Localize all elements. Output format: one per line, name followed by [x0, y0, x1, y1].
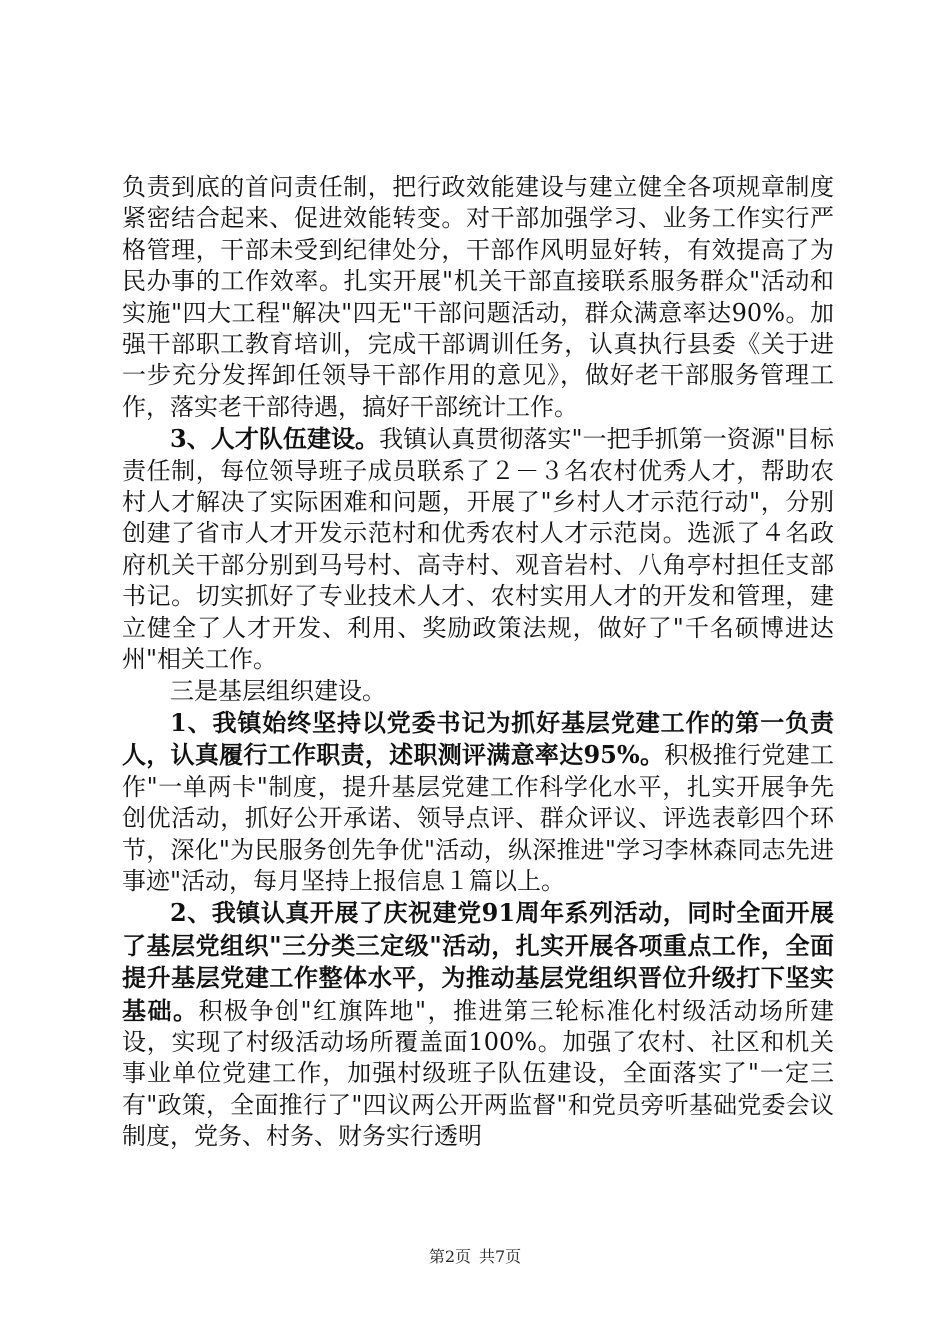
section-heading-grassroots: [122, 676, 834, 707]
body-text: [122, 172, 834, 1153]
paragraph-cadre-management: [122, 172, 834, 423]
paragraph-lead: 3、人才队伍建设。: [170, 424, 380, 454]
paragraph-text: 积极争创"红旗阵地"，推进第三轮标准化村级活动场所建设，实现了村级活动场所覆盖面100%。加强了农村、社区和机关事业单位党建工作，加强村级班子队伍建设，全面落实了"一定三有"政策，全面推行了"四议两公开两监督"和党员旁听基础党委会议制度，党务、村务、财务实行透明: [122, 996, 835, 1151]
paragraph-text: 积极推行党建工作"一单两卡"制度，提升基层党建工作科学化水平，扎实开展争先创优活动，抓好公开承诺、领导点评、群众评议、评选表彰四个环节，深化"为民服务创先争优"活动，纵深推进"学习李林森同志先进事迹"活动，每月坚持上报信息１篇以上。: [122, 741, 835, 895]
paragraph-talent-team: [122, 423, 834, 675]
paragraph-lead: 2、我镇认真开展了庆祝建党91周年系列活动，同时全面开展了基层党组织"三分类三定级"活动，扎实开展各项重点工作，全面提升基层党建工作整体水平，为推动基层党组织晋位升级打下坚实基础。: [122, 898, 834, 1025]
paragraph-party-secretary: [122, 707, 834, 897]
paragraph-text: 负责到底的首问责任制，把行政效能建设与建立健全各项规章制度紧密结合起来、促进效能转变。对干部加强学习、业务工作实行严格管理，干部未受到纪律处分，干部作风明显好转，有效提高了为民办事的工作效率。扎实开展"机关干部直接联系服务群众"活动和实施"四大工程"解决"四无"干部问题活动，群众满意率达90%。加强干部职工教育培训，完成干部调训任务，认真执行县委《关于进一步充分发挥卸任领导干部作用的意见》，做好老干部服务管理工作，落实老干部待遇，搞好干部统计工作。: [122, 173, 834, 421]
paragraph-lead: 1、我镇始终坚持以党委书记为抓好基层党建工作的第一负责人，认真履行工作职责，述职测评满意率达95%。: [122, 707, 834, 770]
page-footer: [0, 1244, 950, 1267]
paragraph-party-anniversary: [122, 897, 834, 1152]
page-number: 第2页: [428, 1247, 471, 1266]
paragraph-text: 三是基层组织建设。: [170, 676, 386, 705]
page-total: 共7页: [479, 1247, 522, 1266]
paragraph-text: 我镇认真贯彻落实"一把手抓第一资源"目标责任制，每位领导班子成员联系了２－３名农村优秀人才，帮助农村人才解决了实际困难和问题，开展了"乡村人才示范行动"，分别创建了省市人才开发示范村和优秀农村人才示范岗。选派了４名政府机关干部分别到马号村、高寺村、观音岩村、八角亭村担任支部书记。切实抓好了专业技术人才、农村实用人才的开发和管理，建立健全了人才开发、利用、奖励政策法规，做好了"千名硕博进达州"相关工作。: [122, 425, 834, 674]
